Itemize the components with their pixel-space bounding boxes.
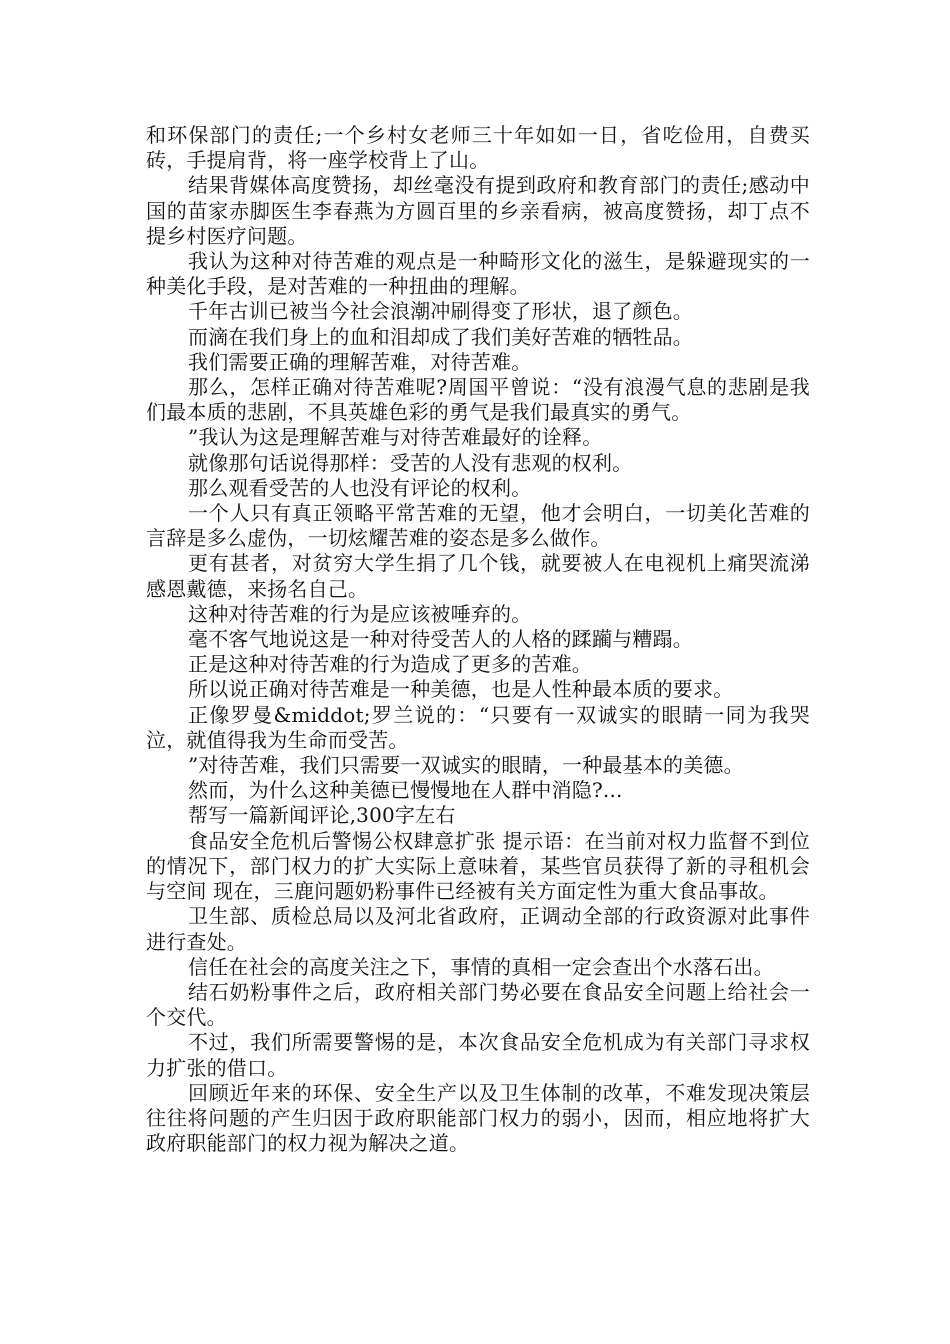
paragraph-4: 千年古训已被当今社会浪潮冲刷得变了形状，退了颜色。 — [188, 299, 693, 324]
paragraph-2: 结果背媒体高度赞扬，却丝毫没有提到政府和教育部门的责任;感动中国的苗家赤脚医生李春燕为方圆百里的乡亲看病，被高度赞扬，却丁点不提乡村医疗问题。 — [146, 173, 810, 248]
paragraph-6: 我们需要正确的理解苦难，对待苦难。 — [188, 349, 532, 374]
paragraph-14: 毫不客气地说这是一种对待受苦人的人格的蹂躏与糟蹋。 — [188, 627, 693, 652]
paragraph-10: 那么观看受苦的人也没有评论的权利。 — [188, 475, 532, 500]
paragraph-12: 更有甚者，对贫穷大学生捐了几个钱，就要被人在电视机上痛哭流涕感恩戴德，来扬名自己。 — [146, 551, 810, 601]
paragraph-22: 卫生部、质检总局以及河北省政府，正调动全部的行政资源对此事件进行查处。 — [146, 904, 810, 954]
paragraph-11: 一个人只有真正领略平常苦难的无望，他才会明白，一切美化苦难的言辞是多么虚伪，一切炫耀苦难的姿态是多么做作。 — [146, 501, 810, 551]
paragraph-3: 我认为这种对待苦难的观点是一种畸形文化的滋生，是躲避现实的一种美化手段，是对苦难的一种扭曲的理解。 — [146, 249, 810, 299]
paragraph-9: 就像那句话说得那样：受苦的人没有悲观的权利。 — [188, 450, 633, 475]
paragraph-20: 帮写一篇新闻评论,300字左右 — [188, 803, 456, 828]
document-page — [146, 123, 810, 1156]
paragraph-8: ”我认为这是理解苦难与对待苦难最好的诠释。 — [188, 425, 603, 450]
paragraph-21: 食品安全危机后警惕公权肆意扩张 提示语：在当前对权力监督不到位的情况下，部门权力的扩大实际上意味着，某些官员获得了新的寻租机会与空间 现在，三鹿问题奶粉事件已经被有关方面定性为重大食品事故。 — [146, 828, 810, 904]
paragraph-18: ”对待苦难，我们只需要一双诚实的眼睛，一种最基本的美德。 — [188, 753, 744, 778]
paragraph-1: 和环保部门的责任;一个乡村女老师三十年如如一日，省吃俭用，自费买砖，手提肩背，将一座学校背上了山。 — [146, 123, 810, 173]
paragraph-26: 回顾近年来的环保、安全生产以及卫生体制的改革，不难发现决策层往往将问题的产生归因于政府职能部门权力的弱小，因而，相应地将扩大政府职能部门的权力视为解决之道。 — [146, 1080, 810, 1156]
paragraph-24: 结石奶粉事件之后，政府相关部门势必要在食品安全问题上给社会一个交代。 — [146, 979, 810, 1030]
paragraph-15: 正是这种对待苦难的行为造成了更多的苦难。 — [188, 652, 592, 677]
paragraph-7: 那么，怎样正确对待苦难呢?周国平曾说：“没有浪漫气息的悲剧是我们最本质的悲剧，不具英雄色彩的勇气是我们最真实的勇气。 — [146, 375, 810, 425]
paragraph-17: 正像罗曼&middot;罗兰说的：“只要有一双诚实的眼睛一同为我哭泣，就值得我为生命而受苦。 — [146, 702, 810, 752]
paragraph-13: 这种对待苦难的行为是应该被唾弃的。 — [188, 601, 532, 626]
paragraph-25: 不过，我们所需要警惕的是，本次食品安全危机成为有关部门寻求权力扩张的借口。 — [146, 1030, 810, 1080]
paragraph-23: 信任在社会的高度关注之下，事情的真相一定会查出个水落石出。 — [188, 954, 774, 979]
paragraph-19: 然而，为什么这种美德已慢慢地在人群中消隐?... — [188, 778, 623, 803]
paragraph-16: 所以说正确对待苦难是一种美德，也是人性种最本质的要求。 — [188, 677, 734, 702]
paragraph-5: 而滴在我们身上的血和泪却成了我们美好苦难的牺牲品。 — [188, 324, 693, 349]
